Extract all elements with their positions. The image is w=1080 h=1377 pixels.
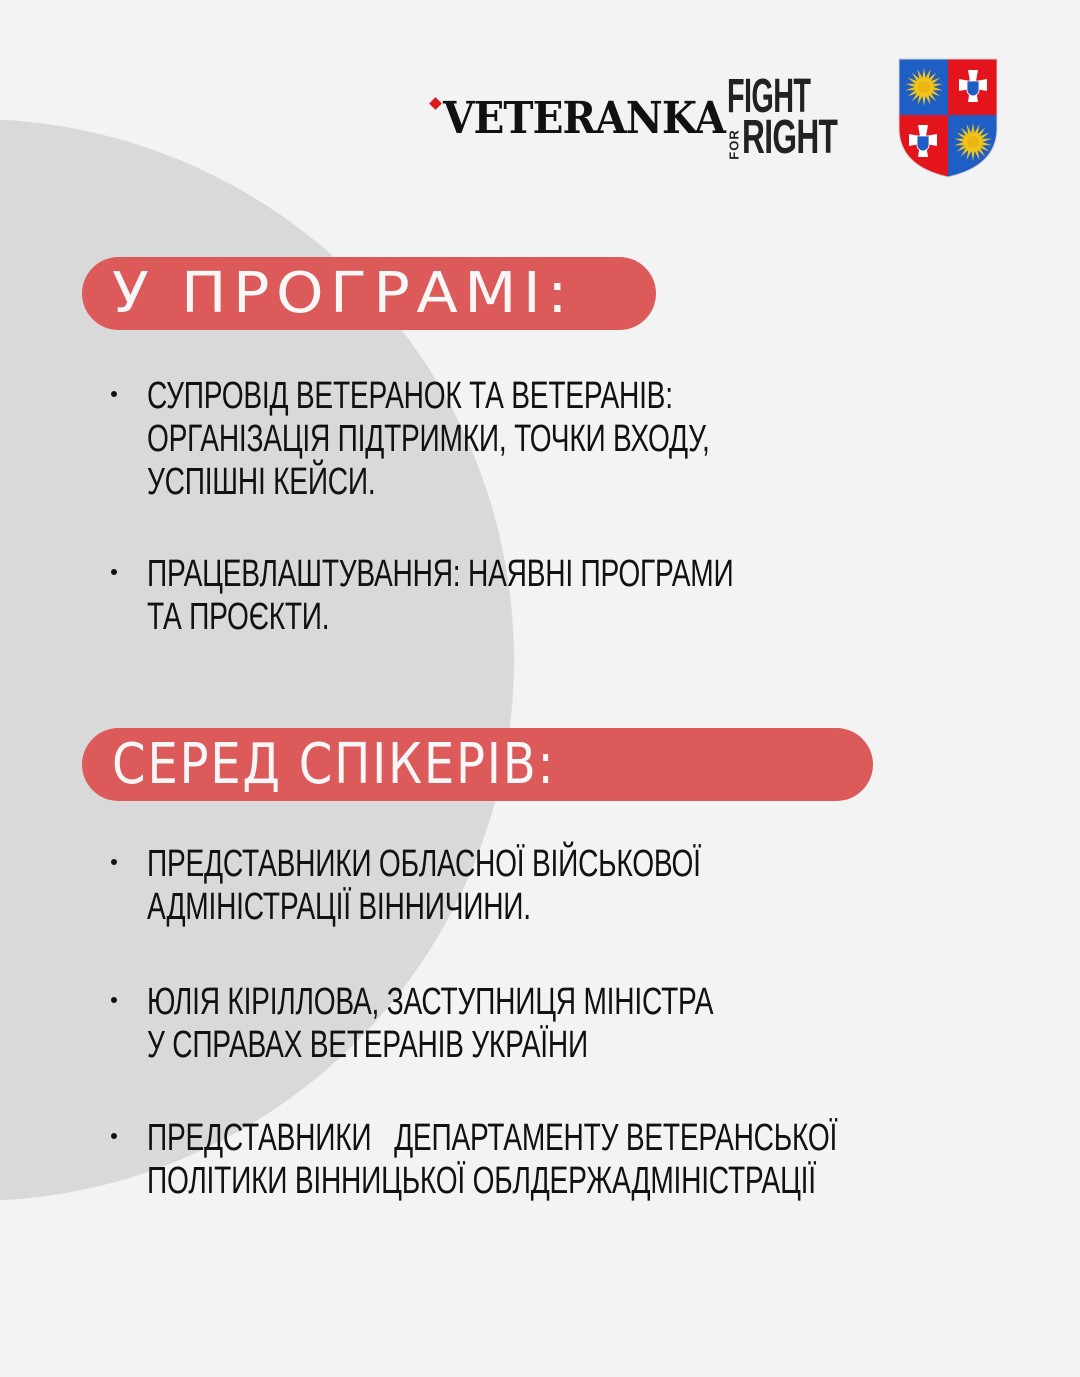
item-line: ТА ПРОЄКТИ. [147,596,330,638]
item-line: ПРЕДСТАВНИКИ ДЕПАРТАМЕНТУ ВЕТЕРАНСЬКОЇ [147,1117,838,1159]
item-line: У СПРАВАХ ВЕТЕРАНІВ УКРАЇНИ [147,1024,588,1066]
veteranka-logo-text: VETERANKA [443,93,725,144]
item-line: УСПІШНІ КЕЙСИ. [147,461,376,503]
item-line: ЮЛІЯ КІРІЛЛОВА, ЗАСТУПНИЦЯ МІНІСТРА [147,981,714,1023]
item-line: ПОЛІТИКИ ВІННИЦЬКОЇ ОБЛДЕРЖАДМІНІСТРАЦІЇ [147,1160,816,1202]
veteranka-logo [431,95,749,143]
section-title-program [82,257,656,330]
speaker-item-regional-admin [108,843,895,929]
logo-fight-text: FIGHT [727,70,811,123]
bullet-icon [111,391,117,397]
item-line: ПРАЦЕВЛАШТУВАННЯ: НАЯВНІ ПРОГРАМИ [147,553,734,595]
logo-for-text: FOR [726,129,742,160]
program-item-employment [108,553,939,639]
bullet-icon [111,859,117,865]
speaker-item-deputy-minister [108,981,912,1067]
item-line: СУПРОВІД ВЕТЕРАНОК ТА ВЕТЕРАНІВ: [147,375,673,417]
item-line: ОРГАНІЗАЦІЯ ПІДТРИМКИ, ТОЧКИ ВХОДУ, [147,418,710,460]
coat-of-arms-icon [898,58,998,178]
bullet-icon [111,1133,117,1139]
fight-for-right-logo [726,70,862,164]
section-title-program-text: У ПРОГРАМІ: [112,260,575,326]
section-title-speakers-text: СЕРЕД СПІКЕРІВ: [112,731,556,797]
bullet-icon [111,997,117,1003]
program-item-support [108,375,907,504]
bullet-icon [111,569,117,575]
item-line: ПРЕДСТАВНИКИ ОБЛАСНОЇ ВІЙСЬКОВОЇ [147,843,701,885]
logo-right-text: RIGHT [742,111,838,164]
speaker-item-veterans-department [108,1117,1080,1203]
red-diamond-icon [429,97,442,110]
section-title-speakers [82,728,873,801]
item-line: АДМІНІСТРАЦІЇ ВІННИЧИНИ. [147,886,531,928]
